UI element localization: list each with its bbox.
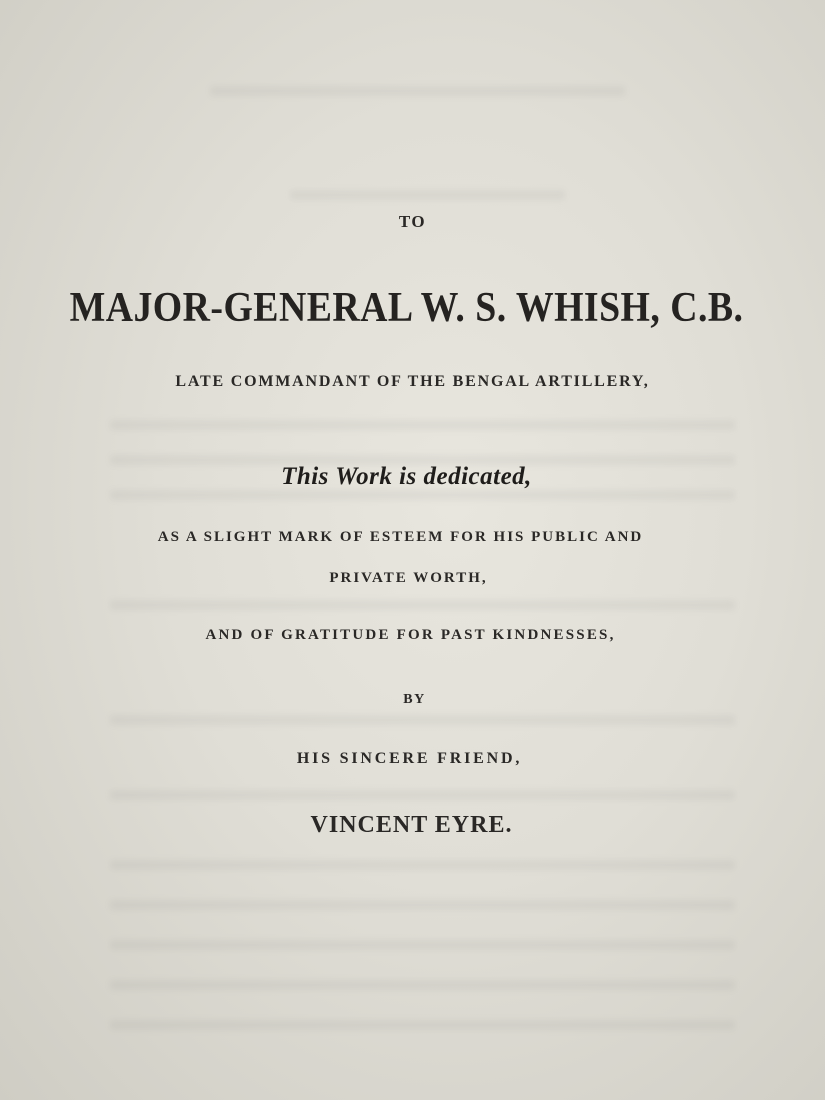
bleed-through (110, 490, 735, 500)
dedication-statement: This Work is dedicated, (281, 463, 532, 490)
bleed-through (110, 420, 735, 430)
dedication-to: TO (398, 212, 427, 231)
bleed-through (110, 790, 735, 800)
bleed-through (110, 860, 735, 870)
dedication-reason-line-2: PRIVATE WORTH, (329, 570, 488, 586)
bleed-through (210, 86, 625, 96)
bleed-through (110, 1020, 735, 1030)
dedicatee-title: LATE COMMANDANT OF THE BENGAL ARTILLERY, (175, 373, 650, 390)
bleed-through (110, 600, 735, 610)
bleed-through (110, 900, 735, 910)
bleed-through (110, 980, 735, 990)
bleed-through (110, 940, 735, 950)
author-name: VINCENT EYRE. (310, 812, 513, 838)
dedication-by: BY (403, 692, 426, 707)
dedication-gratitude: AND OF GRATITUDE FOR PAST KINDNESSES, (205, 627, 616, 643)
dedication-friend: HIS SINCERE FRIEND, (296, 750, 523, 767)
dedication-reason-line-1: AS A SLIGHT MARK OF ESTEEM FOR HIS PUBLIC AND (157, 529, 644, 545)
dedicatee-name: MAJOR-GENERAL W. S. WHISH, C.B. (69, 285, 744, 331)
bleed-through (290, 190, 565, 200)
bleed-through (110, 715, 735, 725)
